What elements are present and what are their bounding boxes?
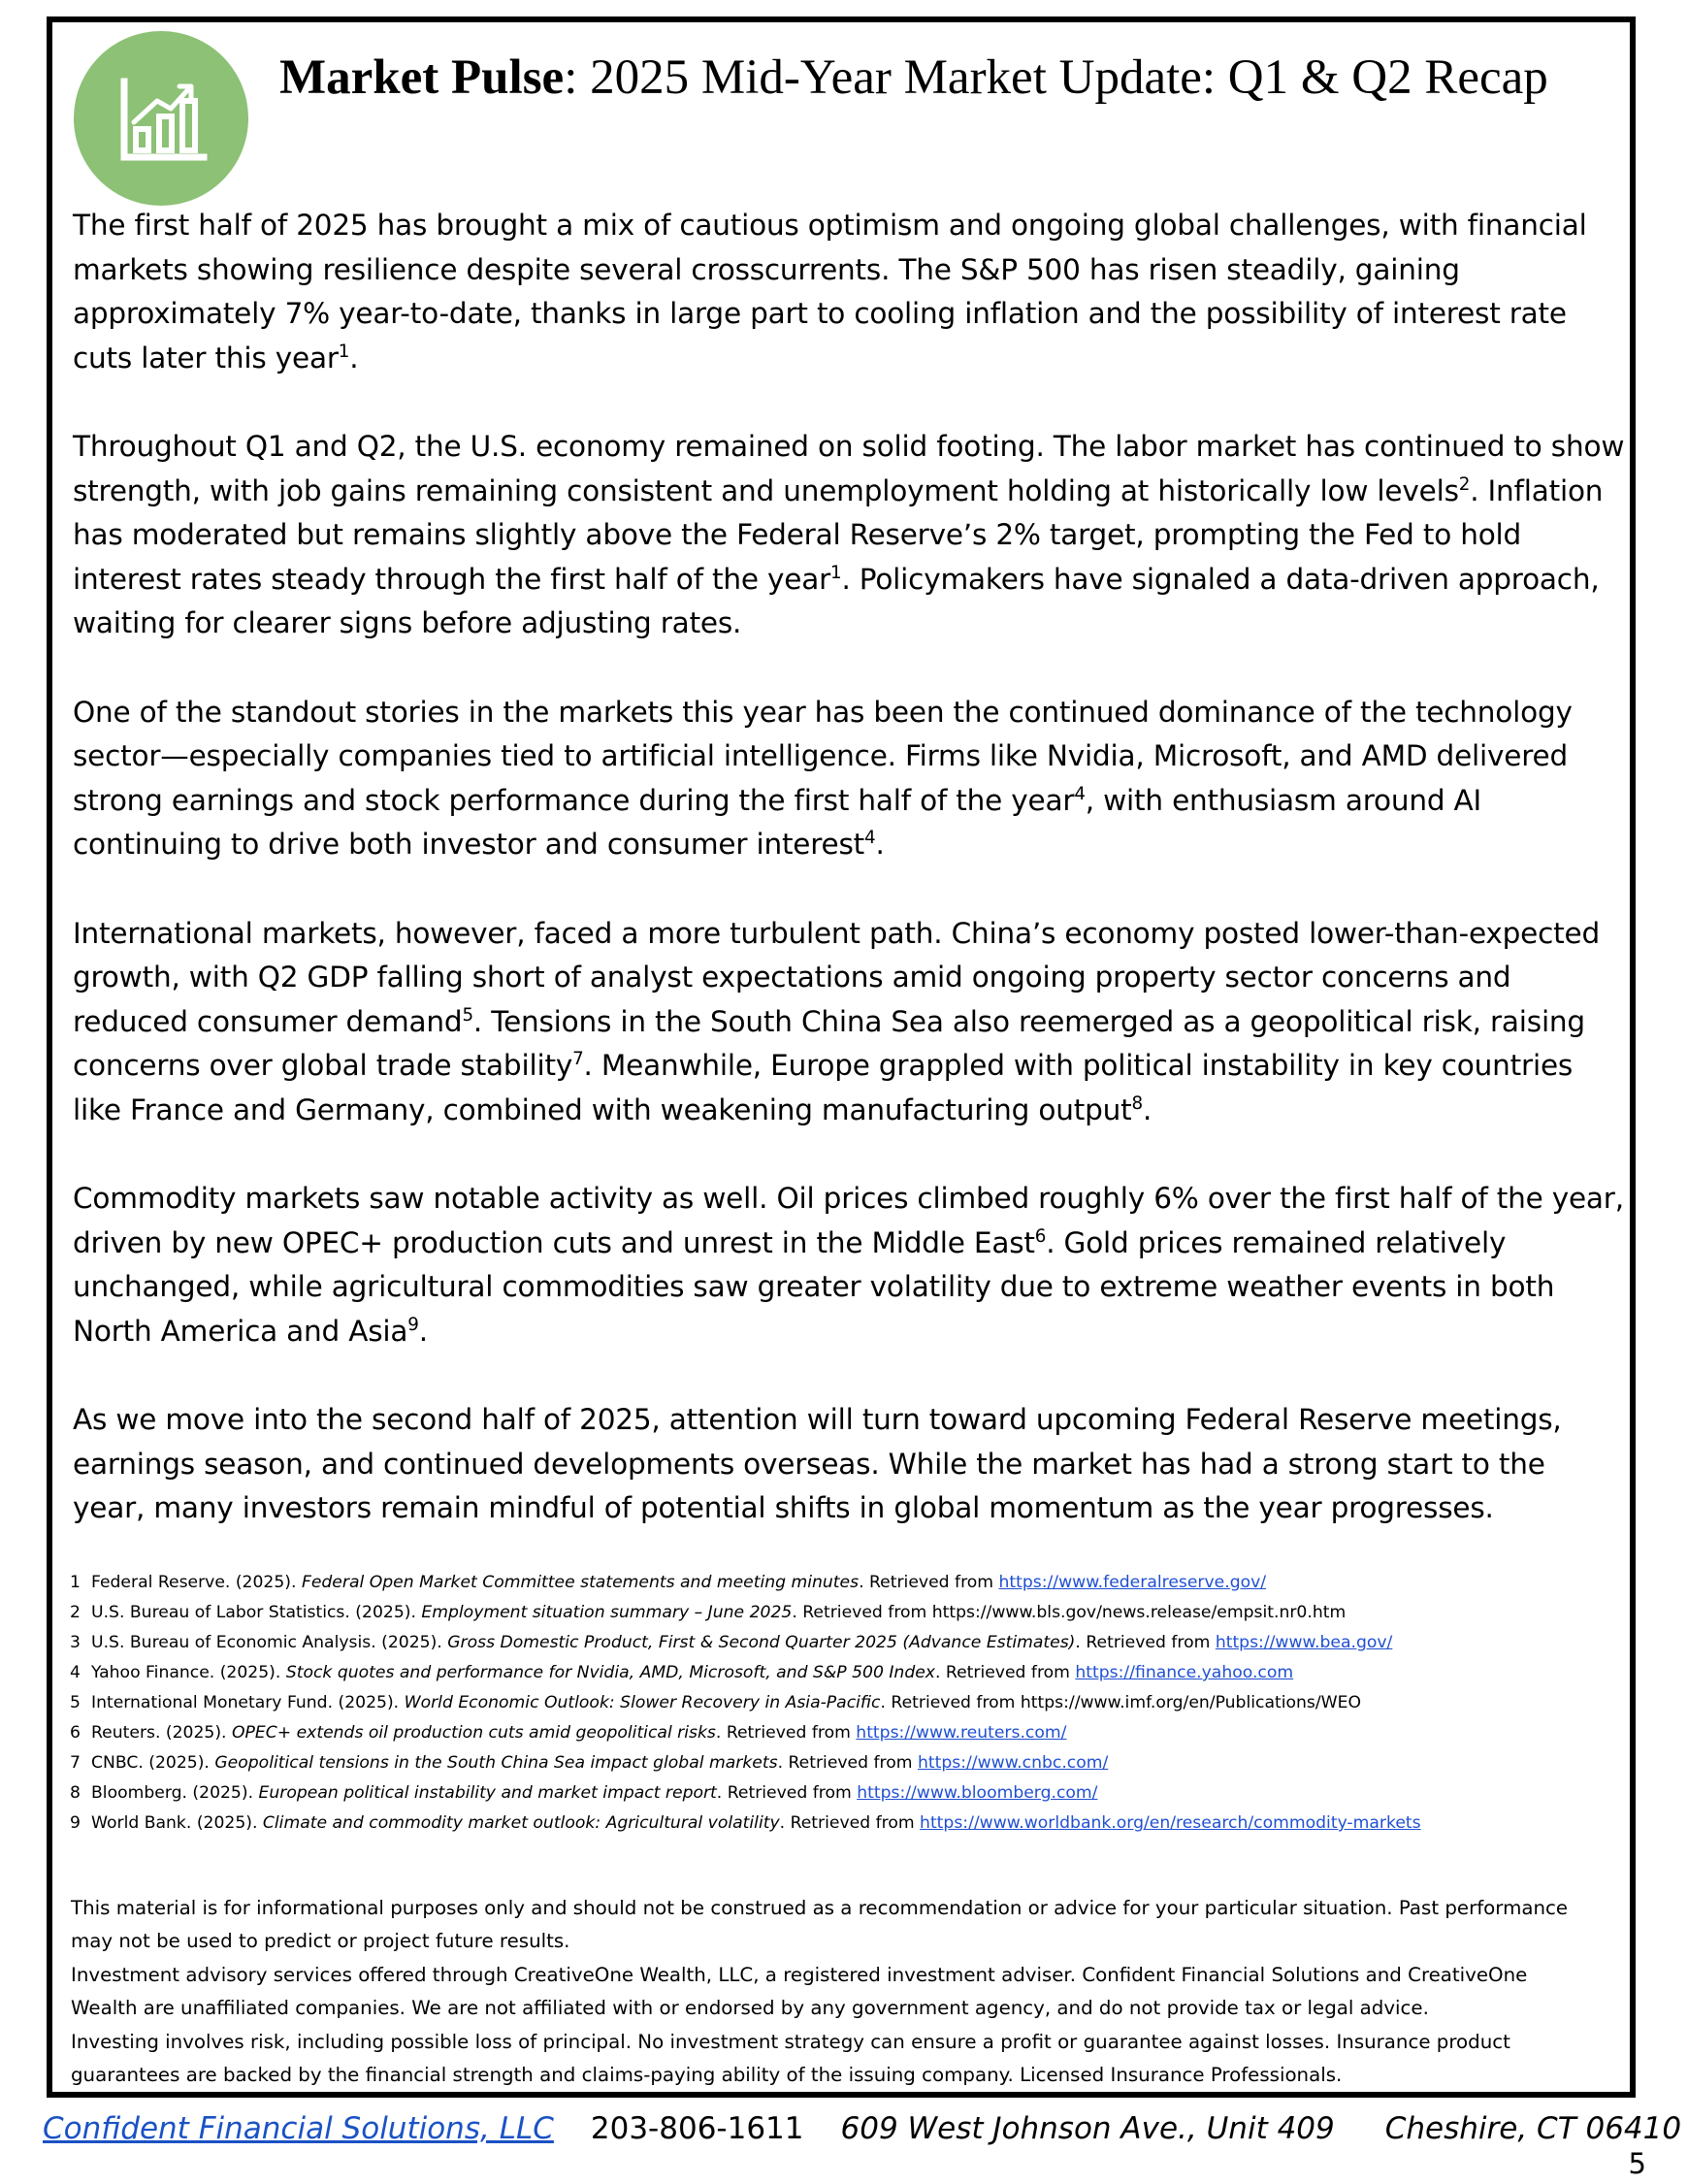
citation-marker: 2	[1458, 473, 1471, 495]
paragraph-text: .	[349, 341, 359, 375]
paragraph-text: . Tensions in the South China Sea also reemerged as a geopolitical risk, raising concerns over global trade stability	[73, 1004, 1585, 1082]
disclaimer-paragraph: Investing involves risk, including possible loss of principal. No investment strategy can ensure a profit or guarantee against losses. Insurance product guarantees are backed by the financial strength and claims-paying ability of the issuing company. Licensed Insurance Professionals.	[71, 2030, 1510, 2087]
paragraph-text: . Policymakers have signaled a data-driven approach, waiting for clearer signs before adjusting rates.	[73, 562, 1600, 639]
paragraph-text: Throughout Q1 and Q2, the U.S. economy remained on solid footing. The labor market has continued to show strength, with job gains remaining consistent and unemployment holding at historically low levels	[73, 430, 1625, 507]
reference-item	[70, 1628, 1622, 1658]
paragraph-text: . Inflation has moderated but remains slightly above the Federal Reserve’s 2% target, prompting the Fed to hold interest rates steady through the first half of the year	[73, 473, 1604, 596]
paragraph-text: Commodity markets saw notable activity as well. Oil prices climbed roughly 6% over the first half of the year, driven by new OPEC+ production cuts and unrest in the Middle East	[73, 1182, 1624, 1259]
citation-marker: 4	[1074, 783, 1086, 804]
citation-marker: 8	[1131, 1092, 1143, 1114]
reference-url: https://www.imf.org/en/Publications/WEO	[1020, 1693, 1362, 1712]
citation-marker: 7	[572, 1049, 584, 1070]
body-paragraph	[73, 691, 1625, 867]
reference-title: Geopolitical tensions in the South China Sea impact global markets	[214, 1753, 778, 1773]
reference-title: OPEC+ extends oil production cuts amid geopolitical risks	[231, 1723, 716, 1743]
reference-url[interactable]: https://www.bea.gov/	[1215, 1633, 1393, 1652]
brand-name: Market Pulse	[279, 50, 565, 105]
reference-retrieved: . Retrieved from	[715, 1723, 857, 1743]
reference-title: Federal Open Market Committee statements and meeting minutes	[301, 1573, 860, 1592]
reference-title: Gross Domestic Product, First & Second Quarter 2025 (Advance Estimates)	[447, 1633, 1076, 1652]
paragraph-text: . Meanwhile, Europe grappled with political instability in key countries like France and Germany, combined with weakening manufacturing output	[73, 1049, 1574, 1126]
reference-retrieved: . Retrieved from	[779, 1813, 921, 1833]
reference-author: Bloomberg. (2025).	[91, 1783, 259, 1803]
reference-url[interactable]: https://finance.yahoo.com	[1075, 1663, 1294, 1682]
reference-title: World Economic Outlook: Slower Recovery in Asia-Pacific	[404, 1693, 881, 1712]
paragraph-text: .	[1142, 1092, 1152, 1126]
disclaimer-paragraph: Investment advisory services offered through CreativeOne Wealth, LLC, a registered investment adviser. Confident Financial Solutions and CreativeOne Wealth are unaffiliated companies. We are not affiliated with or endorsed by any government agency, and do not provide tax or legal advice.	[71, 1963, 1528, 2020]
reference-item	[70, 1658, 1622, 1688]
reference-item	[70, 1778, 1622, 1809]
paragraph-text: . Gold prices remained relatively unchanged, while agricultural commodities saw greater volatility due to extreme weather events in both North America and Asia	[73, 1225, 1555, 1348]
reference-number: 8	[70, 1783, 81, 1803]
reference-retrieved: . Retrieved from	[880, 1693, 1021, 1712]
reference-title: Climate and commodity market outlook: Agricultural volatility	[262, 1813, 780, 1833]
paragraph-text: , with enthusiasm around AI continuing to drive both investor and consumer interest	[73, 783, 1481, 861]
reference-item	[70, 1748, 1622, 1778]
reference-url: https://www.bls.gov/news.release/empsit.nr0.htm	[931, 1603, 1347, 1622]
reference-url[interactable]: https://www.bloomberg.com/	[857, 1783, 1098, 1803]
footer	[43, 2111, 1682, 2146]
body-paragraph	[73, 912, 1625, 1133]
street-address: 609 West Johnson Ave., Unit 409	[840, 2111, 1335, 2146]
growth-chart-icon	[74, 31, 248, 206]
citation-marker: 5	[462, 1004, 473, 1026]
reference-item	[70, 1598, 1622, 1628]
reference-number: 9	[70, 1813, 81, 1833]
reference-author: International Monetary Fund. (2025).	[91, 1693, 405, 1712]
reference-author: U.S. Bureau of Labor Statistics. (2025).	[91, 1603, 422, 1622]
reference-url[interactable]: https://www.cnbc.com/	[917, 1753, 1109, 1773]
reference-url[interactable]: https://www.reuters.com/	[856, 1723, 1067, 1743]
paragraph-text: The first half of 2025 has brought a mix of cautious optimism and ongoing global challenges, with financial markets showing resilience despite several crosscurrents. The S&P 500 has risen steadily, gaining approximately 7% year-to-date, thanks in large part to cooling inflation and the possibility of interest rate cuts later this year	[73, 209, 1587, 375]
reference-number: 5	[70, 1693, 81, 1712]
page-number: 5	[1628, 2147, 1646, 2180]
reference-number: 6	[70, 1723, 81, 1743]
article-body	[73, 204, 1625, 1531]
reference-item	[70, 1809, 1622, 1839]
body-paragraph	[73, 425, 1625, 646]
reference-item	[70, 1568, 1622, 1598]
reference-retrieved: . Retrieved from	[777, 1753, 918, 1773]
citation-marker: 4	[864, 828, 876, 849]
paragraph-text: .	[418, 1314, 428, 1348]
paragraph-text: .	[875, 828, 885, 861]
citation-marker: 1	[338, 341, 350, 362]
reference-author: Yahoo Finance. (2025).	[91, 1663, 286, 1682]
body-paragraph	[73, 1177, 1625, 1353]
reference-title: Employment situation summary – June 2025	[421, 1603, 793, 1622]
reference-retrieved: . Retrieved from	[792, 1603, 932, 1622]
citation-marker: 9	[407, 1314, 419, 1335]
firm-name-link[interactable]: Confident Financial Solutions, LLC	[43, 2111, 554, 2146]
reference-number: 4	[70, 1663, 81, 1682]
city-state-zip: Cheshire, CT 06410	[1384, 2111, 1682, 2146]
reference-title: European political instability and market impact report	[258, 1783, 717, 1803]
page-title	[279, 43, 1570, 113]
reference-item	[70, 1718, 1622, 1748]
reference-item	[70, 1688, 1622, 1718]
disclaimer	[71, 1892, 1584, 2092]
reference-retrieved: . Retrieved from	[1075, 1633, 1216, 1652]
reference-retrieved: . Retrieved from	[934, 1663, 1076, 1682]
reference-author: Reuters. (2025).	[91, 1723, 232, 1743]
reference-author: Federal Reserve. (2025).	[91, 1573, 302, 1592]
reference-author: CNBC. (2025).	[91, 1753, 215, 1773]
reference-url[interactable]: https://www.worldbank.org/en/research/commodity-markets	[920, 1813, 1421, 1833]
reference-author: World Bank. (2025).	[91, 1813, 263, 1833]
phone-number: 203-806-1611	[590, 2111, 804, 2146]
title-text: : 2025 Mid-Year Market Update: Q1 & Q2 Recap	[564, 50, 1548, 105]
citation-marker: 6	[1034, 1225, 1047, 1247]
body-paragraph	[73, 204, 1625, 380]
reference-number: 7	[70, 1753, 81, 1773]
paragraph-text: One of the standout stories in the markets this year has been the continued dominance of the technology sector—especially companies tied to artificial intelligence. Firms like Nvidia, Microsoft, and AMD delivered strong earnings and stock performance during the first half of the year	[73, 695, 1573, 817]
reference-number: 1	[70, 1573, 81, 1592]
paragraph-text: International markets, however, faced a more turbulent path. China’s economy posted lower-than-expected growth, with Q2 GDP falling short of analyst expectations amid ongoing property sector concerns and reduced consumer demand	[73, 916, 1600, 1038]
reference-number: 3	[70, 1633, 81, 1652]
reference-title: Stock quotes and performance for Nvidia, AMD, Microsoft, and S&P 500 Index	[285, 1663, 935, 1682]
citation-marker: 1	[830, 562, 842, 583]
body-paragraph	[73, 1398, 1625, 1531]
reference-url[interactable]: https://www.federalreserve.gov/	[998, 1573, 1267, 1592]
reference-author: U.S. Bureau of Economic Analysis. (2025).	[91, 1633, 448, 1652]
reference-retrieved: . Retrieved from	[716, 1783, 858, 1803]
references-list	[70, 1568, 1622, 1839]
reference-retrieved: . Retrieved from	[859, 1573, 999, 1592]
paragraph-text: As we move into the second half of 2025, attention will turn toward upcoming Federal Reserve meetings, earnings season, and continued developments overseas. While the market has had a strong start to the year, many investors remain mindful of potential shifts in global momentum as the year progresses.	[73, 1403, 1562, 1524]
disclaimer-paragraph: This material is for informational purposes only and should not be construed as a recommendation or advice for your particular situation. Past performance may not be used to predict or project future results.	[71, 1897, 1569, 1953]
reference-number: 2	[70, 1603, 81, 1622]
